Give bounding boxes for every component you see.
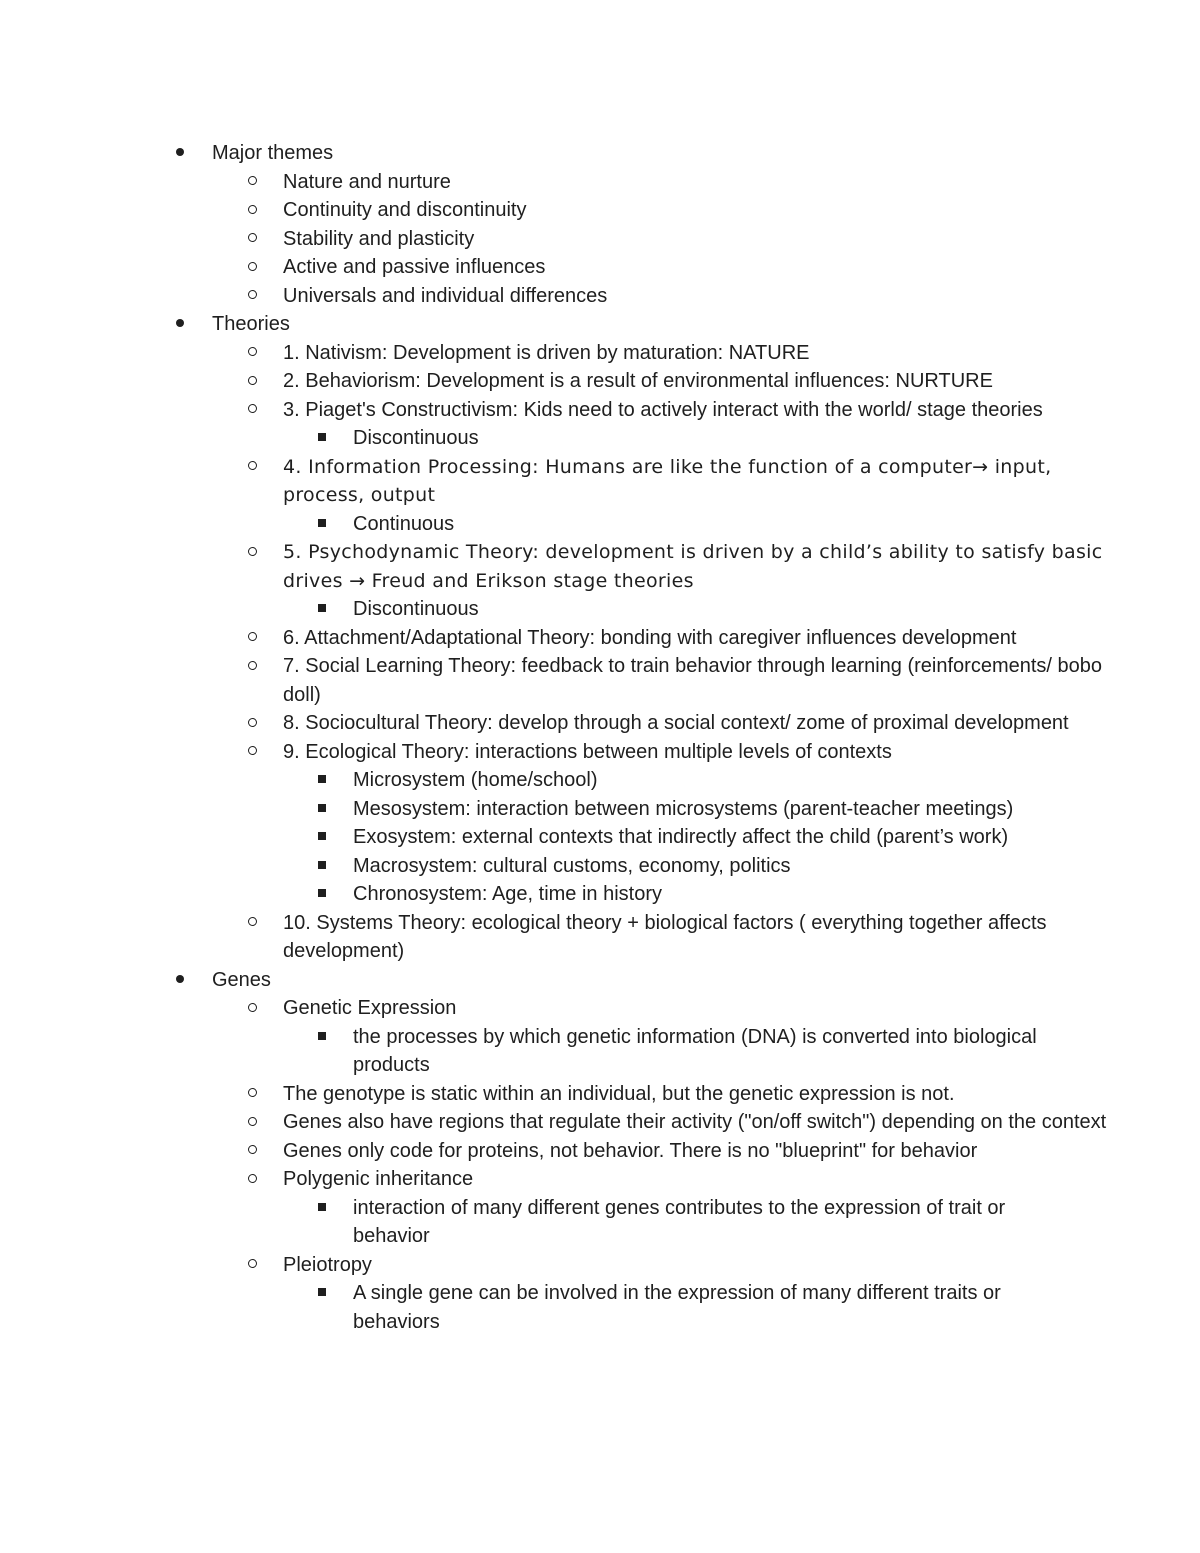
outline-item-level-2 bbox=[0, 652, 1113, 709]
outline-item-level-3 bbox=[0, 595, 1073, 624]
hollow-circle-bullet-icon bbox=[248, 339, 257, 368]
outline-item-level-2 bbox=[0, 709, 1113, 738]
hollow-circle-bullet-icon bbox=[248, 709, 257, 738]
outline-item-text: Genes bbox=[212, 968, 271, 991]
hollow-circle-bullet-icon bbox=[248, 1165, 257, 1194]
hollow-circle-bullet-icon bbox=[248, 453, 257, 482]
hollow-circle-bullet-icon bbox=[248, 1108, 257, 1137]
square-bullet-icon bbox=[318, 880, 326, 909]
square-bullet-icon bbox=[318, 510, 326, 539]
hollow-circle-bullet-icon bbox=[248, 1137, 257, 1166]
square-bullet-icon bbox=[318, 595, 326, 624]
outline-item-level-2 bbox=[0, 453, 1113, 510]
outline-item-text: Genes only code for proteins, not behavior. There is no "blueprint" for behavior bbox=[283, 1139, 978, 1162]
outline-item-text: Macrosystem: cultural customs, economy, politics bbox=[353, 854, 791, 877]
square-bullet-icon bbox=[318, 424, 326, 453]
hollow-circle-bullet-icon bbox=[248, 253, 257, 282]
hollow-circle-bullet-icon bbox=[248, 994, 257, 1023]
outline-item-text: 5. Psychodynamic Theory: development is driven by a child’s ability to satisfy basic drives → Freud and Erikson stage theories bbox=[283, 541, 1103, 592]
outline-item-text: Major themes bbox=[212, 142, 334, 164]
square-bullet-icon bbox=[318, 766, 326, 795]
outline-item-level-3 bbox=[0, 880, 1073, 909]
outline-item-text: interaction of many different genes contributes to the expression of trait or behavior bbox=[353, 1196, 1006, 1247]
hollow-circle-bullet-icon bbox=[248, 282, 257, 311]
outline-item-level-2 bbox=[0, 168, 1113, 197]
outline-item-text: 8. Sociocultural Theory: develop through a social context/ zome of proximal development bbox=[283, 712, 1069, 734]
outline-item-text: 7. Social Learning Theory: feedback to train behavior through learning (reinforcements/ bobo doll) bbox=[283, 655, 1103, 706]
outline-item-text: Genes also have regions that regulate their activity ("on/off switch") depending on the context bbox=[283, 1111, 1107, 1133]
outline-item-text: Exosystem: external contexts that indirectly affect the child (parent’s work) bbox=[353, 826, 1009, 848]
outline-item-level-2 bbox=[0, 1165, 1113, 1194]
outline-item-level-2 bbox=[0, 282, 1113, 311]
hollow-circle-bullet-icon bbox=[248, 1251, 257, 1280]
filled-circle-bullet-icon bbox=[176, 966, 184, 995]
outline-item-level-2 bbox=[0, 1108, 1113, 1137]
hollow-circle-bullet-icon bbox=[248, 909, 257, 938]
outline-item-level-3 bbox=[0, 766, 1073, 795]
outline-item-text: Microsystem (home/school) bbox=[353, 769, 598, 791]
outline-item-text: 10. Systems Theory: ecological theory + biological factors ( everything together affects development) bbox=[283, 911, 1047, 962]
outline-item-text: Genetic Expression bbox=[283, 997, 457, 1019]
outline-item-text: Theories bbox=[212, 313, 290, 335]
outline-item-level-3 bbox=[0, 510, 1073, 539]
outline-item-level-3 bbox=[0, 823, 1073, 852]
hollow-circle-bullet-icon bbox=[248, 196, 257, 225]
outline-item-text: Active and passive influences bbox=[283, 256, 546, 278]
hollow-circle-bullet-icon bbox=[248, 225, 257, 254]
outline-item-level-2 bbox=[0, 367, 1113, 396]
outline-item-text: the processes by which genetic information (DNA) is converted into biological products bbox=[353, 1025, 1037, 1076]
outline-item-text: Chronosystem: Age, time in history bbox=[353, 883, 663, 905]
filled-circle-bullet-icon bbox=[176, 139, 184, 168]
outline-item-level-2 bbox=[0, 196, 1113, 225]
outline-item-level-2 bbox=[0, 994, 1113, 1023]
outline-item-text: Discontinuous bbox=[353, 598, 479, 620]
outline-item-text: The genotype is static within an individual, but the genetic expression is not. bbox=[283, 1082, 955, 1105]
outline-item-level-3 bbox=[0, 1194, 1073, 1251]
outline-item-level-2 bbox=[0, 624, 1113, 653]
hollow-circle-bullet-icon bbox=[248, 1080, 257, 1109]
outline-item-text: 9. Ecological Theory: interactions between multiple levels of contexts bbox=[283, 740, 892, 763]
outline-item-text: 1. Nativism: Development is driven by maturation: NATURE bbox=[283, 341, 810, 364]
outline-item-level-2 bbox=[0, 339, 1113, 368]
outline-item-level-3 bbox=[0, 852, 1073, 881]
outline-item-text: 2. Behaviorism: Development is a result of environmental influences: NURTURE bbox=[283, 370, 993, 392]
outline-item-text: Nature and nurture bbox=[283, 170, 451, 193]
outline-item-level-3 bbox=[0, 1023, 1073, 1080]
outline-item-level-2 bbox=[0, 1137, 1113, 1166]
outline-item-text: Universals and individual differences bbox=[283, 284, 608, 307]
outline-item-text: 3. Piaget's Constructivism: Kids need to actively interact with the world/ stage theories bbox=[283, 398, 1043, 421]
outline-item-level-2 bbox=[0, 253, 1113, 282]
hollow-circle-bullet-icon bbox=[248, 367, 257, 396]
outline-item-level-2 bbox=[0, 538, 1113, 595]
outline-item-level-3 bbox=[0, 795, 1073, 824]
outline-item-level-2 bbox=[0, 909, 1113, 966]
hollow-circle-bullet-icon bbox=[248, 624, 257, 653]
outline-item-text: Polygenic inheritance bbox=[283, 1168, 474, 1190]
hollow-circle-bullet-icon bbox=[248, 538, 257, 567]
hollow-circle-bullet-icon bbox=[248, 396, 257, 425]
outline-item-level-1 bbox=[0, 310, 1092, 339]
outline-item-text: Continuity and discontinuity bbox=[283, 199, 527, 221]
hollow-circle-bullet-icon bbox=[248, 738, 257, 767]
outline-item-level-2 bbox=[0, 396, 1113, 425]
outline-item-level-3 bbox=[0, 424, 1073, 453]
outline-item-text: A single gene can be involved in the expression of many different traits or behaviors bbox=[353, 1282, 1001, 1333]
outline-item-level-1 bbox=[0, 966, 1092, 995]
outline-item-level-2 bbox=[0, 225, 1113, 254]
outline-item-level-2 bbox=[0, 1080, 1113, 1109]
outline-item-text: Pleiotropy bbox=[283, 1253, 372, 1276]
outline-item-text: Continuous bbox=[353, 512, 455, 535]
outline-item-text: 6. Attachment/Adaptational Theory: bonding with caregiver influences development bbox=[283, 626, 1017, 649]
hollow-circle-bullet-icon bbox=[248, 168, 257, 197]
outline-item-level-3 bbox=[0, 1279, 1073, 1336]
square-bullet-icon bbox=[318, 795, 326, 824]
square-bullet-icon bbox=[318, 1279, 326, 1308]
outline-item-text: Mesosystem: interaction between microsystems (parent-teacher meetings) bbox=[353, 797, 1014, 820]
outline-item-text: Discontinuous bbox=[353, 427, 479, 449]
hollow-circle-bullet-icon bbox=[248, 652, 257, 681]
square-bullet-icon bbox=[318, 823, 326, 852]
outline-item-level-2 bbox=[0, 1251, 1113, 1280]
outline-item-level-1 bbox=[0, 139, 1092, 168]
square-bullet-icon bbox=[318, 1023, 326, 1052]
outline-item-level-2 bbox=[0, 738, 1113, 767]
notes-outline bbox=[0, 139, 1200, 1336]
square-bullet-icon bbox=[318, 852, 326, 881]
outline-item-text: 4. Information Processing: Humans are like the function of a computer→ input, process, output bbox=[283, 455, 1052, 506]
filled-circle-bullet-icon bbox=[176, 310, 184, 339]
square-bullet-icon bbox=[318, 1194, 326, 1223]
outline-item-text: Stability and plasticity bbox=[283, 227, 475, 250]
